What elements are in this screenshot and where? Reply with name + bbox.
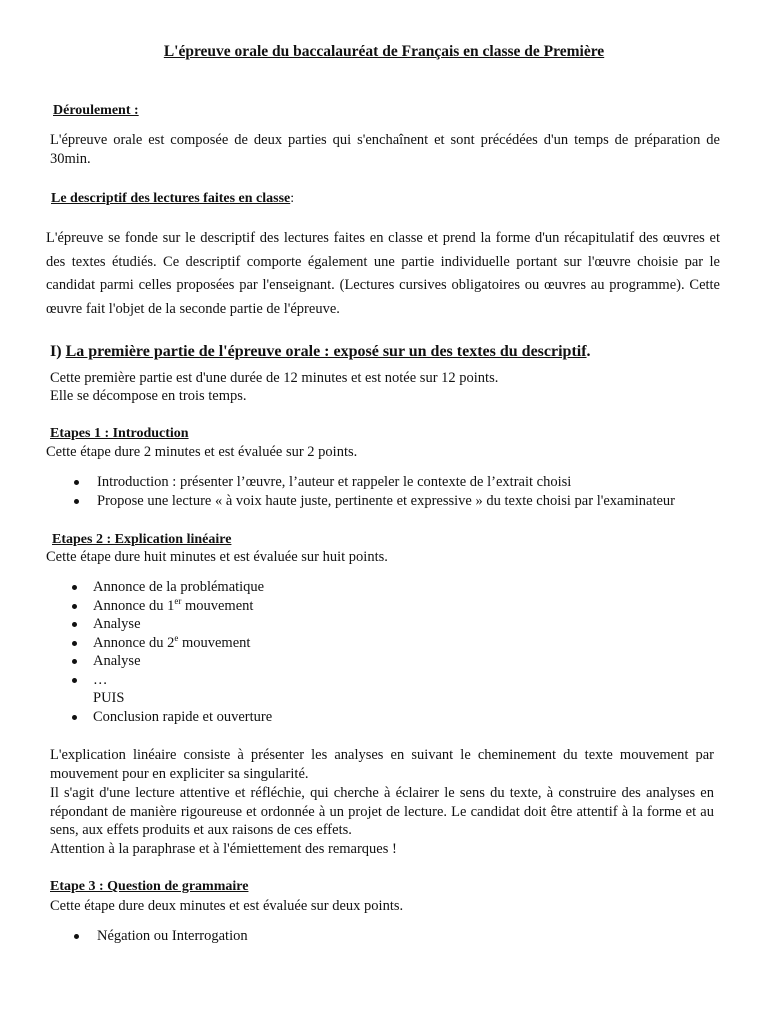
etape2-para-1: L'explication linéaire consiste à présenter les analyses en suivant le cheminement du texte mouvement par mouvement pour en expliciter sa singularité. xyxy=(50,747,714,782)
list-item xyxy=(72,671,272,690)
list-item xyxy=(72,652,272,671)
etape2-text: Cette étape dure huit minutes et est évaluée sur huit points. xyxy=(46,549,388,565)
bullet-icon xyxy=(74,934,79,939)
list-item xyxy=(72,708,272,727)
etape2-para-2: Il s'agit d'une lecture attentive et réfléchie, qui cherche à éclairer le sens du texte, à construire des analyses en répondant de manière rigoureuse et ordonnée à un projet de lecture. Le candidat doit être attentif à la forme et au sens, aux effets produits et aux raisons de ces effets. xyxy=(50,785,714,838)
list-item-text: Analyse xyxy=(93,616,141,632)
list-item xyxy=(74,473,675,492)
list-item-text: Annonce de la problématique xyxy=(93,579,265,595)
list-item xyxy=(72,615,272,634)
list-item xyxy=(74,492,675,511)
deroulement-heading: Déroulement : xyxy=(53,103,139,118)
list-item-text: Propose une lecture « à voix haute juste, pertinente et expressive » du texte choisi par l'examinateur xyxy=(97,492,675,509)
bullet-icon xyxy=(72,622,77,627)
bullet-icon xyxy=(72,678,77,683)
list-item-text xyxy=(93,595,254,614)
etape3-text: Cette étape dure deux minutes et est évaluée sur deux points. xyxy=(50,898,404,914)
etape2-heading: Etapes 2 : Explication linéaire xyxy=(52,532,232,547)
list-item-text-pre: Annonce du 1 xyxy=(93,597,175,614)
page-title: L'épreuve orale du baccalauréat de Français en classe de Première xyxy=(163,43,605,60)
etape1-text: Cette étape dure 2 minutes et est évaluée sur 2 points. xyxy=(46,444,358,460)
ordinal-superscript: er xyxy=(174,595,182,606)
part1-number: I) xyxy=(50,343,62,360)
bullet-icon xyxy=(74,499,79,504)
list-item-text-post: mouvement xyxy=(181,597,254,614)
part1-heading: La première partie de l'épreuve orale : exposé sur un des textes du descriptif xyxy=(65,343,587,360)
bullet-icon xyxy=(72,715,77,720)
list-item-text: Introduction : présenter l’œuvre, l’auteur et rappeler le contexte de l’extrait choisi xyxy=(97,474,572,490)
list-item-text: PUIS xyxy=(93,690,125,706)
list-item xyxy=(72,634,272,653)
bullet-icon xyxy=(72,585,77,590)
list-item xyxy=(72,578,272,597)
list-item-text: … xyxy=(93,671,108,688)
ordinal-superscript: e xyxy=(174,632,179,643)
list-item-text-post: mouvement xyxy=(178,634,251,651)
part1-heading-period: . xyxy=(586,343,591,360)
part1-line2: Elle se décompose en trois temps. xyxy=(50,388,247,404)
descriptif-heading: Le descriptif des lectures faites en classe xyxy=(51,191,291,206)
descriptif-heading-colon: : xyxy=(290,191,295,206)
list-item-text xyxy=(93,632,251,651)
etape1-list xyxy=(74,473,675,510)
etape2-para-3: Attention à la paraphrase et à l'émiettement des remarques ! xyxy=(50,841,397,857)
deroulement-text: L'épreuve orale est composée de deux parties qui s'enchaînent et sont précédées d'un temps de préparation de 30min. xyxy=(50,132,720,167)
etape1-heading: Etapes 1 : Introduction xyxy=(50,426,189,441)
bullet-icon xyxy=(72,659,77,664)
etape2-list xyxy=(72,578,272,726)
descriptif-text: L'épreuve se fonde sur le descriptif des lectures faites en classe et prend la forme d'un récapitulatif des œuvres et des textes étudiés. Ce descriptif comporte également une partie individuelle portant sur l'œuvre choisie par le candidat parmi celles proposées par l'enseignant. (Lectures cursives obligatoires ou œuvres au programme). Cette œuvre fait l'objet de la seconde partie de l'épreuve. xyxy=(46,230,720,317)
part1-heading-line xyxy=(50,343,591,362)
etape3-list xyxy=(74,927,248,946)
list-item-text: Conclusion rapide et ouverture xyxy=(93,708,273,725)
list-item-text: Négation ou Interrogation xyxy=(97,928,248,944)
list-item-text: Analyse xyxy=(93,653,141,669)
etape3-heading: Etape 3 : Question de grammaire xyxy=(50,879,249,894)
list-item-text-pre: Annonce du 2 xyxy=(93,634,175,651)
list-item xyxy=(72,597,272,616)
bullet-icon xyxy=(74,480,79,485)
bullet-icon xyxy=(72,641,77,646)
bullet-icon xyxy=(72,604,77,609)
descriptif-heading-line xyxy=(51,190,294,209)
list-item-continuation xyxy=(72,689,272,708)
list-item xyxy=(74,927,248,946)
part1-line1: Cette première partie est d'une durée de 12 minutes et est notée sur 12 points. xyxy=(50,370,499,386)
